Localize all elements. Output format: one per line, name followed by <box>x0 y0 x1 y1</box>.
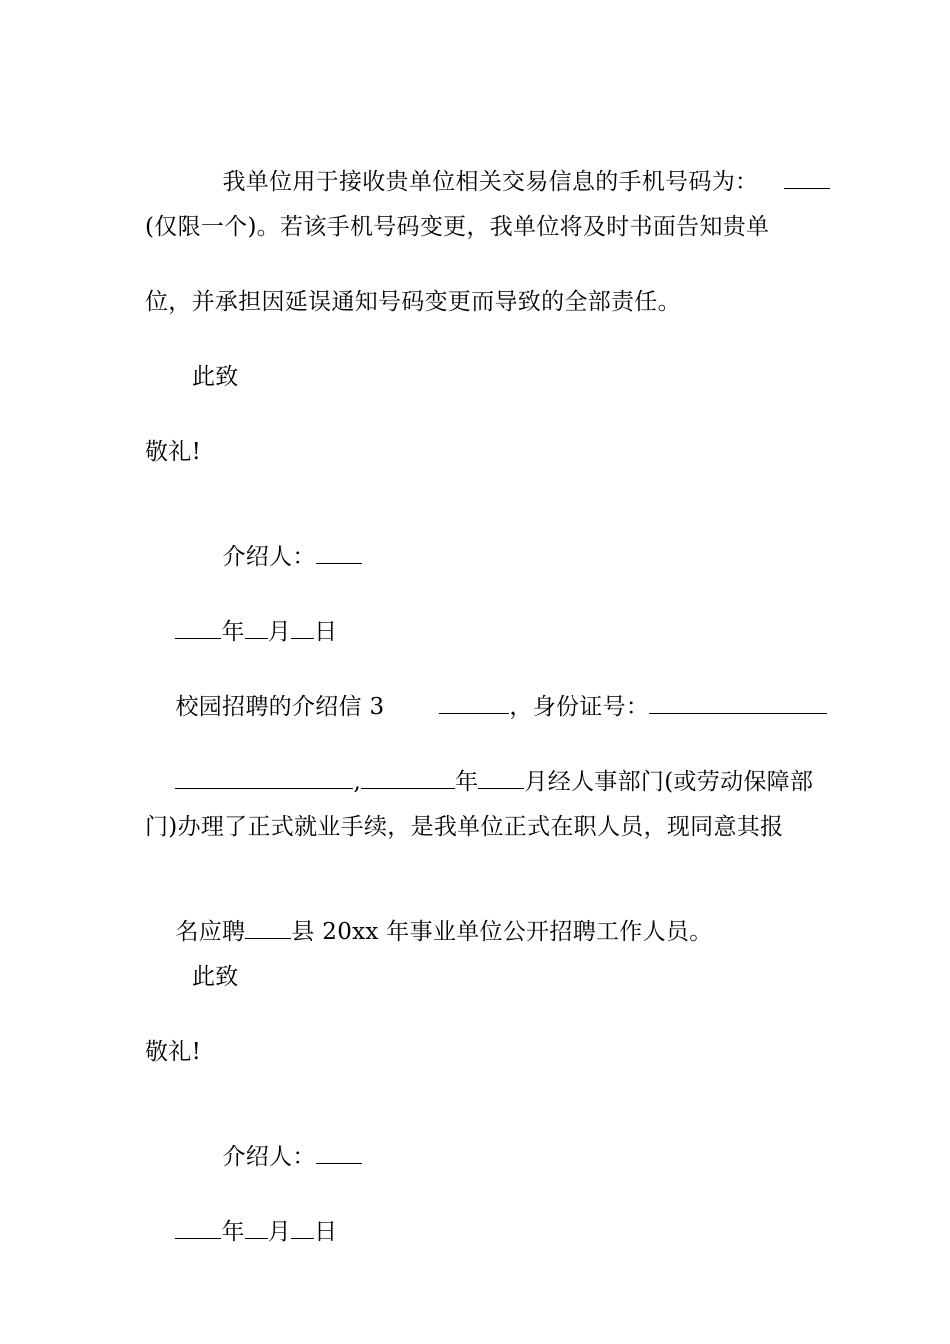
day-blank <box>291 618 314 639</box>
closing-jingli: 敬礼! <box>145 439 202 465</box>
phone-paragraph-line-3: 位，并承担因延误通知号码变更而导致的全部责任。 <box>145 289 681 315</box>
date-line-2: 年 月 日 <box>145 1187 337 1277</box>
year-blank-3 <box>175 1218 221 1239</box>
letter-title: 校园招聘的介绍信 3 <box>175 694 385 720</box>
id-number-blank <box>649 693 827 714</box>
closing-jingli-2: 敬礼! <box>145 1039 202 1065</box>
letter-3-line-4: 名应聘 县 20xx 年事业单位公开招聘工作人员。 <box>175 919 713 945</box>
month-blank-3 <box>245 1218 268 1239</box>
introducer-blank <box>316 543 362 564</box>
closing-cizhi-2: 此致 <box>192 964 239 990</box>
day-blank-3 <box>291 1218 314 1239</box>
id-number-blank-cont <box>175 768 353 789</box>
letter-3-line-2: , 年 月经人事部门(或劳动保障部 <box>145 737 813 827</box>
year-blank <box>175 618 221 639</box>
month-blank-2 <box>478 768 524 789</box>
county-blank <box>245 918 291 939</box>
letter-3-line-3: 门)办理了正式就业手续，是我单位正式在职人员，现同意其报 <box>145 814 784 840</box>
date-line: 年 月 日 <box>145 587 337 677</box>
introducer-line-2: 介绍人： <box>192 1112 362 1202</box>
introducer-line: 介绍人： <box>192 512 362 602</box>
closing-cizhi: 此致 <box>192 364 239 390</box>
year-blank-2 <box>361 768 455 789</box>
name-blank <box>439 693 509 714</box>
phone-paragraph-line-2: (仅限一个)。若该手机号码变更，我单位将及时书面告知贵单 <box>145 214 770 240</box>
phone-paragraph-line-1: 我单位用于接收贵单位相关交易信息的手机号码为： <box>192 137 830 227</box>
month-blank <box>245 618 268 639</box>
introducer-blank-2 <box>316 1143 362 1164</box>
phone-number-blank <box>784 168 830 189</box>
letter-3-first-line: 校园招聘的介绍信 3 ，身份证号： <box>145 662 827 752</box>
